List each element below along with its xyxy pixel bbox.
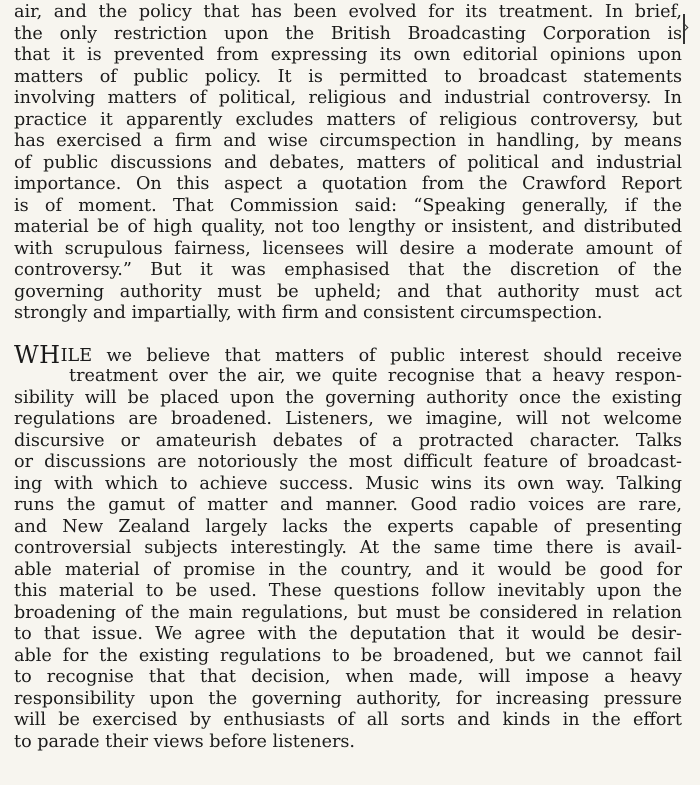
text-line: discursive or amateurish debates of a protracted character. Talks bbox=[14, 430, 682, 451]
text-line: governing authority must be upheld; and that authority must act bbox=[14, 281, 682, 302]
paragraph-2 bbox=[14, 345, 682, 754]
text-line: responsibility upon the governing authority, for increasing pressure bbox=[14, 688, 682, 709]
text-line: to parade their views before listeners. bbox=[14, 731, 356, 752]
text-line: importance. On this aspect a quotation from the Crawford Report bbox=[14, 174, 682, 194]
text-line: able for the existing regulations to be broadened, but we cannot fail bbox=[14, 645, 682, 666]
text-line: treatment over the air, we quite recognise that a heavy respon- bbox=[69, 366, 682, 386]
text-line: of public discussions and debates, matters of political and industrial bbox=[14, 152, 682, 173]
text-line: air, and the policy that has been evolved for its treatment. In brief, bbox=[14, 2, 682, 22]
text-line: controversial subjects interestingly. At the same time there is avail- bbox=[14, 538, 682, 558]
text-line: material be of high quality, not too lengthy or insistent, and distributed bbox=[14, 217, 682, 237]
text-line: and New Zealand largely lacks the experts capable of presenting bbox=[14, 516, 682, 537]
text-line: ing with which to achieve success. Music wins its own way. Talking bbox=[14, 473, 682, 494]
article-body bbox=[14, 2, 682, 753]
text-line: broadening of the main regulations, but must be considered in relation bbox=[14, 602, 682, 623]
first-line-text: ILE we believe that matters of public interest should receive bbox=[60, 345, 682, 366]
text-line: runs the gamut of matter and manner. Good radio voices are rare, bbox=[14, 495, 682, 515]
text-line: matters of public policy. It is permitted to broadcast statements bbox=[14, 66, 682, 87]
text-line: regulations are broadened. Listeners, we imagine, will not welcome bbox=[14, 409, 682, 429]
text-line: the only restriction upon the British Broadcasting Corporation is bbox=[14, 23, 682, 44]
text-line: strongly and impartially, with firm and consistent circumspection. bbox=[14, 303, 603, 323]
text-line: that it is prevented from expressing its own editorial opinions upon bbox=[14, 45, 682, 65]
text-line: able material of promise in the country, and it would be good for bbox=[14, 559, 682, 580]
text-line: practice it apparently excludes matters of religious controversy, but bbox=[14, 109, 682, 130]
text-line: sibility will be placed upon the governing authority once the existing bbox=[14, 387, 682, 408]
text-line: is of moment. That Commission said: “Speaking generally, if the bbox=[14, 195, 682, 216]
text-line: involving matters of political, religious and industrial controversy. In bbox=[14, 88, 682, 108]
text-line: this material to be used. These questions follow inevitably upon the bbox=[14, 581, 682, 601]
text-line: to that issue. We agree with the deputation that it would be desir- bbox=[14, 624, 682, 644]
text-line: or discussions are notoriously the most difficult feature of broadcast- bbox=[14, 452, 682, 472]
text-line: has exercised a firm and wise circumspection in handling, by means bbox=[14, 131, 682, 151]
text-line: with scrupulous fairness, licensees will desire a moderate amount of bbox=[14, 238, 682, 259]
text-line: will be exercised by enthusiasts of all sorts and kinds in the effort bbox=[14, 710, 682, 730]
text-line: to recognise that that decision, when made, will impose a heavy bbox=[14, 667, 682, 687]
drop-cap: WH bbox=[14, 344, 61, 366]
text-line: controversy.” But it was emphasised that the discretion of the bbox=[14, 260, 682, 280]
paragraph-1 bbox=[14, 2, 682, 325]
text-line-first bbox=[14, 345, 682, 367]
